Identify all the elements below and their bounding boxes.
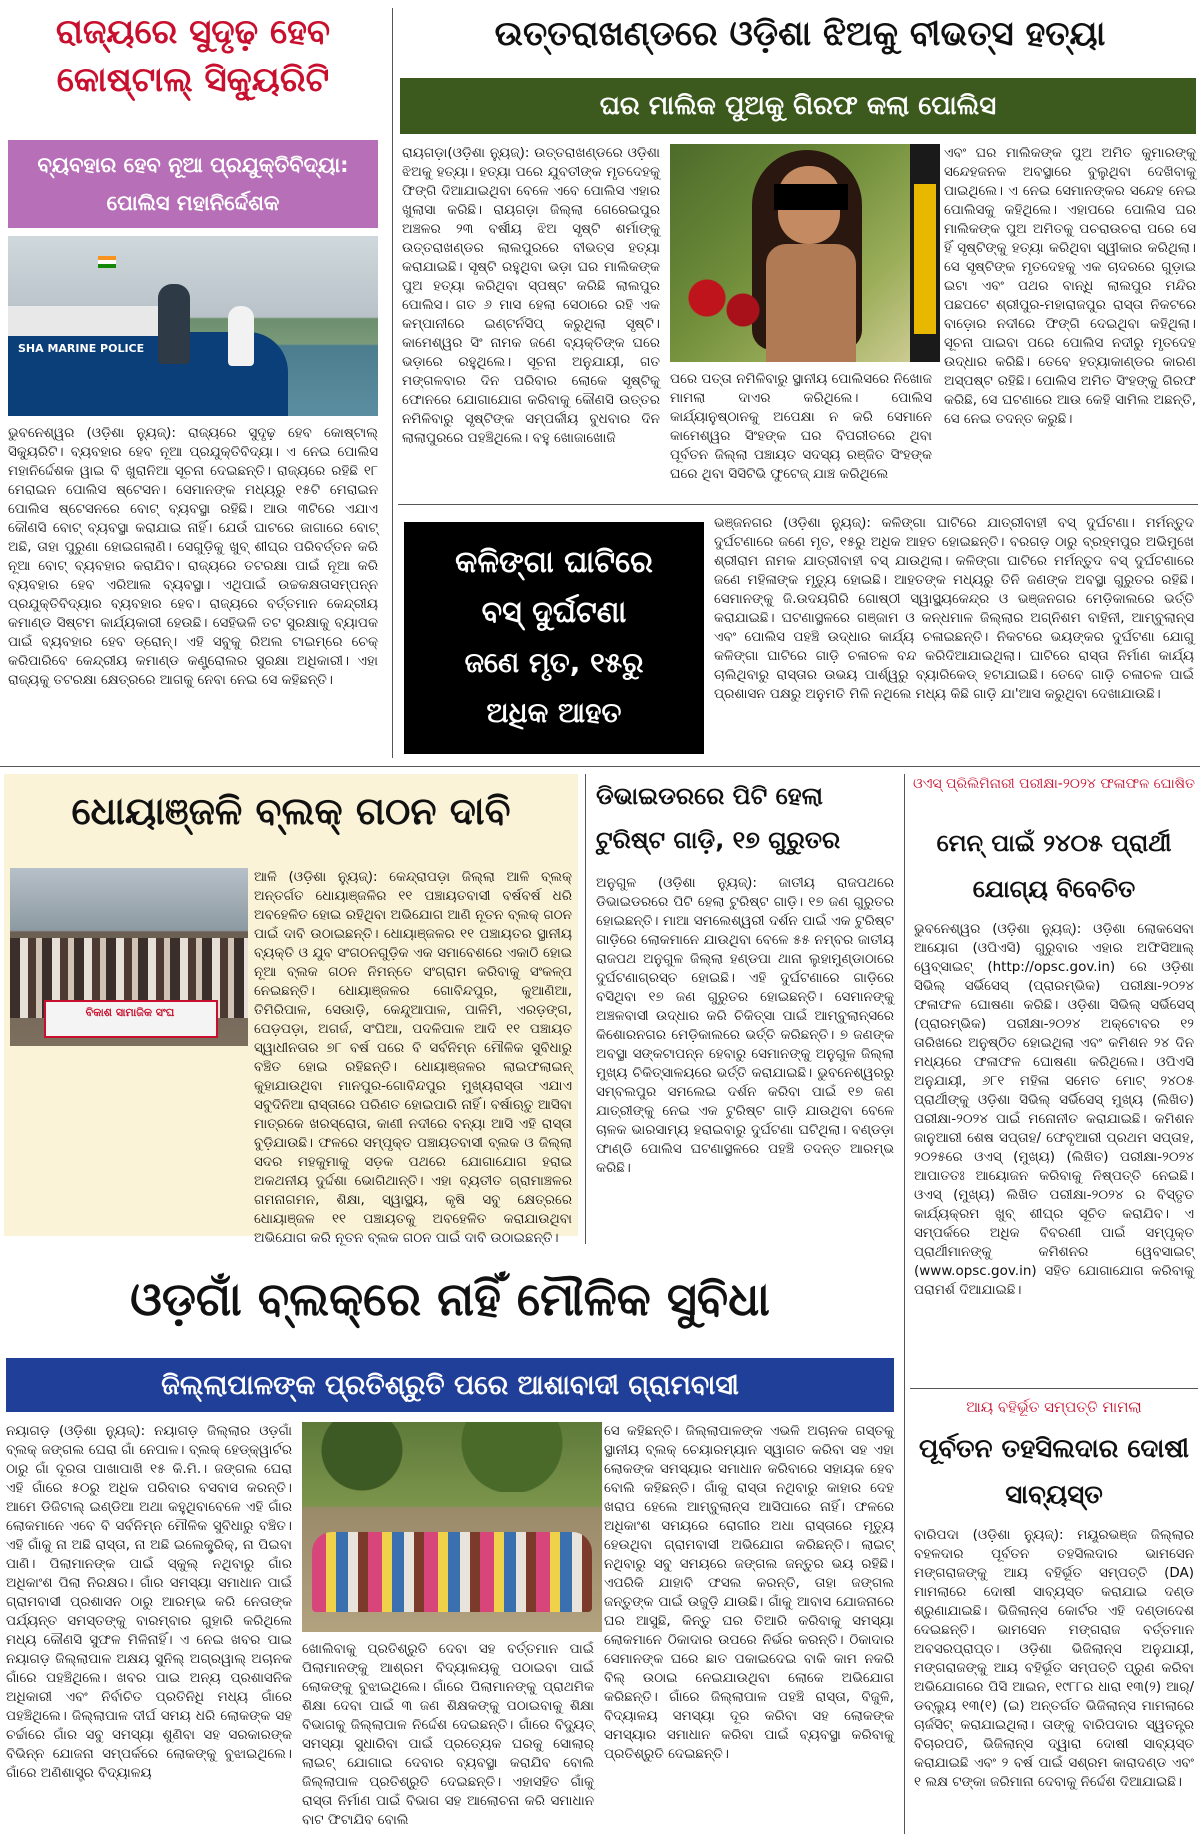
coastal-body: ଭୁବନେଶ୍ୱର (ଓଡ଼ିଶା ନ୍ୟୁଜ୍): ରାଜ୍ୟରେ ସୁଦୃଢ଼ ହେବ କୋଷ୍ଟାଲ୍ ସିକ୍ୟୁରିଟି। ବ୍ୟବହାର ହେବ ନୂଆ ପ୍ରଯୁକ୍ତିବିଦ୍ୟା। ଏ ନେଇ ପୋଲିସ ମହାନିର୍ଦ୍ଦେଶକ ୱାଇ ବି ଖୁରାନିଆ ସୂଚନା ଦେଇଛନ୍ତି। ରାଜ୍ୟରେ ରହିଛି ୧୮ ମେରାଇନ ପୋଲିସ ଷ୍ଟେସନ। ସେମାନଙ୍କ ମଧ୍ୟରୁ ୧୫ଟି ମେରାଇନ ପୋଲିସ ଷ୍ଟେସନରେ ବୋଟ୍ ବ୍ୟବସ୍ଥା ରହିଛି। ଆଉ ୩ଟିରେ ଏଯାଏ କୌଣସି ବୋଟ୍ ବ୍ୟବସ୍ଥା କରାଯାଇ ନାହିଁ। ଯେଉଁ ଘାଟରେ ଜାଗାରେ ବୋଟ୍ ଅଛି, ତାହା ପୁରୁଣା ହୋଇଗଲାଣି। ସେଗୁଡ଼ିକୁ ଖୁବ୍ ଶୀଘ୍ର ପରିବର୍ତ୍ତନ କରି ନୂଆ ବୋଟ୍ ବ୍ୟବହାର କରାଯିବ। ରାଜ୍ୟରେ ତଟରକ୍ଷା ପାଇଁ ନୂଆ କରି ବ୍ୟବହାର ହେବ ଏରିଆଲ ବ୍ୟବସ୍ଥା। ଏଥିପାଇଁ ଉଚ୍ଚକକ୍ଷତାସମ୍ପନ୍ନ ପ୍ରଯୁକ୍ତିବିଦ୍ୟାର ବ୍ୟବହାର ହେବ। ରାଜ୍ୟରେ ବର୍ତ୍ତମାନ କେନ୍ଦ୍ରୀୟ କମାଣ୍ଡ ସିଷ୍ଟମ କାର୍ଯ୍ୟକାରୀ ହେଉଛି। ସେହିଭଳି ତଟ ସୁରକ୍ଷାକୁ ବ୍ୟାପକ ପାଇଁ ବ୍ୟବହାର ହେବ ଡ୍ରୋନ୍। ଏହି ସବୁକୁ ରିଅଲ ଟାଇମ୍‌ରେ ଚେକ୍ କରିପାରିବେ କେନ୍ଦ୍ରୀୟ କମାଣ୍ଡ କଣ୍ଟ୍ରୋଲର ସୁରକ୍ଷା ଅଧିକାରୀ। ଏହା ରାଜ୍ୟକୁ ତଟରକ୍ଷା କ୍ଷେତ୍ରରେ ଆଗକୁ ନେବା ନେଇ ସେ କହିଛନ୍ତି। [8, 425, 378, 688]
shoulder [766, 244, 856, 362]
opsc-kicker: ଓଏସ୍ ପ୍ରିଲିମିନାରୀ ପରୀକ୍ଷା-୨୦୨୪ ଫଳାଫଳ ଘୋଷିତ [912, 776, 1196, 792]
tahasildar-headline: ପୂର୍ବତନ ତହସିଲଦାର ଦୋଷୀ ସାବ୍ୟସ୍ତ [918, 1434, 1190, 1510]
divider-body: ଅନୁଗୁଳ (ଓଡ଼ିଶା ନ୍ୟୁଜ୍): ଜାତୀୟ ରାଜପଥରେ ଡିଭାଇଡରରେ ପିଟି ହେଲା ଟୁରିଷ୍ଟ ଗାଡ଼ି। ୧୭ ଜଣ ଗୁରୁତର ହୋଇଛନ୍ତି। ମାଆ ସମଲେଶ୍ୱରୀ ଦର୍ଶନ ପାଇଁ ଏକ ଟୁରିଷ୍ଟ ଗାଡ଼ିରେ ଲୋକମାନେ ଯାଉଥିବା ବେଳେ ୫୫ ନମ୍ବର ଜାତୀୟ ରାଜପଥ ଅନୁଗୁଳ ଜିଲ୍ଲା ହଣ୍ଡପା ଥାନା ଲୁହାମୁଣ୍ଡାଠାରେ ଦୁର୍ଘଟଣାଗ୍ରସ୍ତ ହୋଇଛି। ଏହି ଦୁର୍ଘଟଣାରେ ଗାଡ଼ିରେ ବସିଥିବା ୧୭ ଜଣ ଗୁରୁତର ହୋଇଛନ୍ତି। ସେମାନଙ୍କୁ ଅଞ୍ଚଳବାସୀ ଉଦ୍ଧାର କରି ଚିକିତ୍ସା ପାଇଁ ଆମ୍ବୁଲାନ୍ସରେ କିଶୋରନଗର ମେଡ଼ିକାଲରେ ଭର୍ତ୍ତି କରିଛନ୍ତି। ୭ ଜଣଙ୍କ ଅବସ୍ଥା ସଙ୍କଟାପନ୍ନ ହେବାରୁ ସେମାନଙ୍କୁ ଅନୁଗୁଳ ଜିଲ୍ଲା ମୁଖ୍ୟ ଚିକିତ୍ସାଳୟରେ ଭର୍ତ୍ତି କରାଯାଇଛି। ଭୁବନେଶ୍ୱରରୁ ସମ୍ବଲପୁର ସମଲେଇ ଦର୍ଶନ କରିବା ପାଇଁ ୧୭ ଜଣ ଯାତ୍ରୀଙ୍କୁ ନେଇ ଏକ ଟୁରିଷ୍ଟ ଗାଡ଼ି ଯାଉଥିବା ବେଳେ ଚାଳକ ଭାରସାମ୍ୟ ହରାଇବାରୁ ଦୁର୍ଘଟଣା ଘଟିଥିଲା। ବଣ୍ଡଡ଼ା ଫାଣ୍ଡି ପୋଲିସ ଘଟଣାସ୍ଥଳରେ ପହଞ୍ଚି ତଦନ୍ତ ଆରମ୍ଭ କରିଛି। [596, 875, 894, 1176]
villagers-group [312, 1532, 592, 1612]
crew-figure [228, 306, 254, 366]
kalinga-story [398, 508, 1198, 762]
column-rule [392, 8, 393, 758]
kalinga-headline-4: ଅଧିକ ଆହତ [486, 696, 622, 729]
banner-text: ବିକାଶ ସାମାଜିକ ସଂଘ [85, 1006, 175, 1019]
odagaon-photo [302, 1422, 602, 1632]
coastal-photo [8, 236, 378, 416]
roses [680, 274, 770, 334]
kalinga-body: ଭଞ୍ଜନଗର (ଓଡ଼ିଶା ନ୍ୟୁଜ୍): କଳିଙ୍ଗା ଘାଟିରେ ଯାତ୍ରୀବାହୀ ବସ୍ ଦୁର୍ଘଟଣା। ମର୍ମନ୍ତୁଦ ଦୁର୍ଘଟଣାରେ ଜଣେ ମୃତ, ୧୫ରୁ ଅଧିକ ଆହତ ହୋଇଛନ୍ତି। ବରଗଡ଼ ଠାରୁ ବ୍ରହ୍ମପୁର ଅଭିମୁଖେ ଶ୍ରୀରାମ ନାମକ ଯାତ୍ରୀବାହୀ ବସ୍ ଯାଉଥିଲା। କଳିଙ୍ଗା ଘାଟିରେ ମର୍ମନ୍ତୁଦ ବସ୍ ଦୁର୍ଘଟଣାରେ ଜଣେ ମହିଳାଙ୍କ ମୃତ୍ୟୁ ହୋଇଛି। ଆହତଙ୍କ ମଧ୍ୟରୁ ତିନି ଜଣଙ୍କ ଅବସ୍ଥା ଗୁରୁତର ରହିଛି। ସେମାନଙ୍କୁ ଜି.ଉଦୟଗିରି ଗୋଷ୍ଠୀ ସ୍ୱାସ୍ଥ୍ୟକେନ୍ଦ୍ର ଓ ଭଞ୍ଜନଗର ମେଡ଼ିକାଲରେ ଭର୍ତ୍ତି କରାଯାଇଛି। ଘଟଣାସ୍ଥଳରେ ଗଞ୍ଜାମ ଓ କନ୍ଧମାଳ ଜିଲ୍ଲାର ଅଗ୍ନିଶମ ବାହିନୀ, ଆମ୍ବୁଲାନ୍ସ ଏବଂ ପୋଲିସ ପହଞ୍ଚି ଉଦ୍ଧାର କାର୍ଯ୍ୟ ଚଳାଇଛନ୍ତି। ନିକଟରେ ଭୟଙ୍କର ଦୁର୍ଘଟଣା ଯୋଗୁ କଳିଙ୍ଗା ଘାଟିରେ ଗାଡ଼ି ଚଳାଚଳ ବନ୍ଦ କରିଦିଆଯାଇଥିଲା। ଘାଟିରେ ରାସ୍ତା ନିର୍ମାଣ କାର୍ଯ୍ୟ ଚାଲିଥିବାରୁ ରାସ୍ତାର ଉଭୟ ପାର୍ଶ୍ୱରୁ ବ୍ୟାରିକେଡ୍ ହଟାଯାଇଛି। ତେବେ ଗାଡ଼ି ଚଳାଚଳ ପାଇଁ ପ୍ରଶାସନ ପକ୍ଷରୁ ଅନୁମତି ମିଳି ନଥିଲେ ମଧ୍ୟ କିଛି ଗାଡ଼ି ଯା'ଆସ କରୁଥିବା ଦେଖାଯାଉଛି। [714, 515, 1194, 702]
boat-cabin [8, 306, 158, 336]
dhoyanjali-story [4, 774, 578, 1246]
dhoyanjali-photo [10, 868, 248, 1046]
odagaon-story [0, 1250, 900, 1847]
odagaon-col3: ସେ କହିଛନ୍ତି। ଜିଲ୍ଲାପାଳଙ୍କ ଏଭଳି ଅଚାନକ ଗସ୍ତକୁ ସ୍ଥାନୀୟ ବ୍ଲକ୍ ଚେୟାରମ୍ୟାନ ସ୍ୱାଗତ କରିବା ସହ ଏହା ଲୋକଙ୍କ ସମସ୍ୟାର ସମାଧାନ କରିବାରେ ସହାୟକ ହେବ ବୋଲି କହିଛନ୍ତି। ଗାଁକୁ ରାସ୍ତା ନଥିବାରୁ କାହାର ଦେହ ଖରାପ ହେଲେ ଆମ୍ବୁଲାନ୍ସ ଆସିପାରେ ନାହିଁ। ଫଳରେ ଅଧିକାଂଶ ସମୟରେ ରୋଗୀର ଅଧା ରାସ୍ତାରେ ମୃତ୍ୟୁ ହେଉଥିବା ଗ୍ରାମବାସୀ ଅଭିଯୋଗ କରିଛନ୍ତି। ଲାଇଟ୍ ନଥିବାରୁ ସବୁ ସମୟରେ ଜଙ୍ଗଲ ଜନ୍ତୁର ଭୟ ରହିଛି। ଏପରିକି ଯାହାବି ଫସଲ କରନ୍ତି, ତାହା ଜଙ୍ଗଲ ଜନ୍ତୁଙ୍କ ପାଇଁ ଉଜୁଡ଼ି ଯାଉଛି। ଗାଁକୁ ଆବାସ ଯୋଜନାରେ ଘର ଆସୁଛି, କିନ୍ତୁ ଘର ତିଆରି କରିବାକୁ ସମସ୍ୟା ଲୋକମାନେ ଠିକାଦାର ଉପରେ ନିର୍ଭର କରନ୍ତି। ଠିକାଦାର ସେମାନଙ୍କ ଘରେ ଛାତ ପକାଇଦେଇ ବାକି କାମ ନକରି ବିଲ୍ ଉଠାଇ ନେଇଯାଉଥିବା ଲୋକେ ଅଭିଯୋଗ କରିଛନ୍ତି। ଗାଁରେ ଜିଲ୍ଲାପାଳ ପହଞ୍ଚି ରାସ୍ତା, ବିଜୁଳି, ବିଦ୍ୟାଳୟ ସମସ୍ୟା ଦୂର କରିବା ସହ ଲୋକଙ୍କ ସମସ୍ୟାର ସମାଧାନ କରିବା ପାଇଁ ବ୍ୟବସ୍ଥା କରିବାକୁ ପ୍ରତିଶ୍ରୁତି ଦେଇଛନ୍ତି। [604, 1423, 894, 1762]
section-rule [0, 766, 1200, 767]
kalinga-headline-1: କଳିଙ୍ଗା ଘାଟିରେ [455, 545, 653, 580]
coastal-story [0, 0, 385, 760]
divider-story [592, 774, 898, 1244]
tahasildar-story [910, 1396, 1198, 1842]
tahasildar-body: ବାରିପଦା (ଓଡ଼ିଶା ନ୍ୟୁଜ୍): ମୟୂରଭଞ୍ଜ ଜିଲ୍ଲାର ବହଳଦାର ପୂର୍ବତନ ତହସିଲଦାର ଭାମସେନ ମଙ୍ଗରାଜଙ୍କୁ ଆୟ ବହିର୍ଭୂତ ସମ୍ପତ୍ତି (DA) ମାମଲାରେ ଦୋଷୀ ସାବ୍ୟସ୍ତ କରାଯାଇ ଦଣ୍ଡ ଶ୍ରୁଣାଯାଇଛି। ଭିଜିଲାନ୍ସ କୋର୍ଟର ଏହି ଦଣ୍ଡାଦେଶ ଦେଇଛନ୍ତି। ଭାମସେନ ମଙ୍ଗରାଜ ବର୍ତ୍ତମାନ ଅବସରପ୍ରାପ୍ତ। ଓଡ଼ିଶା ଭିଜିଲାନ୍ସ ଅନୁଯାୟୀ, ମଙ୍ଗରାଜଙ୍କୁ ଆୟ ବହିର୍ଭୂତ ସମ୍ପତ୍ତି ପ୍ରୁଣ କରିବା ଅଭିଯୋଗରେ ପିସି ଆଇନ, ୧୯୮୮ର ଧାରା ୧୩(୨) ଆର୍/ଡବ୍ଲ୍ୟୁ ୧୩(୧) (ଇ) ଅନ୍ତର୍ଗତ ଭିଜିଲାନ୍ସ ମାମଲାରେ ଚାର୍ଜସିଟ୍ କରାଯାଇଥିଲା। ତାଙ୍କୁ ବାରିପଦାର ସ୍ୱତନ୍ତ୍ର ବିଚାରପତି, ଭିଜିଲାନ୍ସ ଦ୍ୱାରା ଦୋଷୀ ସାବ୍ୟସ୍ତ କରାଯାଇଛି ଏବଂ ୨ ବର୍ଷ ପାଇଁ ସଶ୍ରମ କାରାଦଣ୍ଡ ଏବଂ ୧ ଲକ୍ଷ ଟଙ୍କା ଜରିମାନା ଦେବାକୁ ନିର୍ଦ୍ଦେଶ ଦିଆଯାଇଛି। [914, 1527, 1194, 1790]
odagaon-subhead: ଜିଲ୍ଲାପାଳଙ୍କ ପ୍ରତିଶ୍ରୁତି ପରେ ଆଶାବାଦୀ ଗ୍ରାମବାସୀ [161, 1370, 739, 1401]
column-rule [585, 774, 586, 1244]
uttarakhand-headline: ଉତ୍ତରାଖଣ୍ଡରେ ଓଡ଼ିଶା ଝିଅକୁ ବୀଭତ୍ସ ହତ୍ୟା [494, 14, 1106, 54]
odagaon-headline: ଓଡ଼ଗାଁ ବ୍ଲକ୍‌ରେ ନାହିଁ ମୌଳିକ ସୁବିଧା [130, 1272, 770, 1326]
uttarakhand-subhead: ଘର ମାଲିକ ପୁଅକୁ ଗିରଫ କଲା ପୋଲିସ [599, 91, 997, 121]
uttarakhand-col1: ରାୟଗଡ଼ା(ଓଡ଼ିଶା ନ୍ୟୁଜ୍): ଉତ୍ତରାଖଣ୍ଡରେ ଓଡ଼ିଶା ଝିଅକୁ ହତ୍ୟା। ହତ୍ୟା ପରେ ଯୁବତୀଙ୍କ ମୃତଦେହକୁ ଫିଙ୍ଗି ଦିଆଯାଇଥିବା ବେଳେ ଏବେ ପୋଲିସ ଏହାର ଖୁଲାସା କରିଛି। ରାୟଗଡ଼ା ଜିଲ୍ଲା ଗେରେଇପୁର ଅଞ୍ଚଳର ୨୩ ବର୍ଷୀୟ ଝିଅ ସୃଷ୍ଟି ଶର୍ମାଙ୍କୁ ଉତ୍ତରାଖଣ୍ଡର ଲାଲପୁରରେ ବୀଭତ୍ସ ହତ୍ୟା କରାଯାଇଛି। ସୃଷ୍ଟି ରହୁଥିବା ଭଡ଼ା ଘର ମାଲିକଙ୍କ ପୁଅ ହତ୍ୟା କରିଥିବା ସ୍ପଷ୍ଟ କରିଛି ଲାଲପୁର ପୋଲିସ। ଗତ ୬ ମାସ ହେଲା ସେଠାରେ ରହି ଏକ କମ୍ପାନୀରେ ଇଣ୍ଟର୍ନସିପ୍ କରୁଥିଲା ସୃଷ୍ଟି। କାମେଶ୍ୱର ସିଂ ନାମକ ଜଣେ ବ୍ୟକ୍ତିଙ୍କ ଘରେ ଭଡ଼ାରେ ରହୁଥିଲେ। ସୂଚନା ଅନୁଯାୟୀ, ଗତ ମଙ୍ଗଳବାର ଦିନ ପରିବାର ଲୋକେ ସୃଷ୍ଟିକୁ ଫୋନରେ ଯୋଗାଯୋଗ କରିବାକୁ କୌଣସି ଉତ୍ତର ନମିଳିବାରୁ ସୃଷ୍ଟିଙ୍କ ସମ୍ପର୍କୀୟ ବୁଧବାର ଦିନ ଲାଲାପୁରରେ ପହଞ୍ଚିଥିଲେ। ବହୁ ଖୋଜାଖୋଜି [402, 145, 660, 446]
section-rule [910, 1388, 1198, 1389]
photo-strip-accent [914, 184, 936, 334]
marine-police-text: SHA MARINE POLICE [18, 342, 145, 355]
opsc-story [910, 774, 1198, 1384]
coastal-subhead: ବ୍ୟବହାର ହେବ ନୂଆ ପ୍ରଯୁକ୍ତିବିଦ୍ୟା: ପୋଲିସ ମହାନିର୍ଦ୍ଦେଶକ [37, 153, 349, 215]
opsc-body: ଭୁବନେଶ୍ୱର (ଓଡ଼ିଶା ନ୍ୟୁଜ୍): ଓଡ଼ିଶା ଲୋକସେବା ଆୟୋଗ (ଓପିଏସି) ଗୁରୁବାର ଏହାର ଅଫିସିଆଲ୍ ୱେବ୍‌ସାଇଟ୍ (http://opsc.gov.in) ରେ ଓଡ଼ିଶା ସିଭିଲ୍ ସର୍ଭିସେସ୍ (ପ୍ରାରମ୍ଭିକ) ପରୀକ୍ଷା-୨୦୨୪ ଫଳାଫଳ ଘୋଷଣା କରିଛି। ଓଡ଼ିଶା ସିଭିଲ୍ ସର୍ଭିସେସ୍ (ପ୍ରାରମ୍ଭିକ) ପରୀକ୍ଷା-୨୦୨୪ ଅକ୍ଟୋବର ୧୨ ତାରିଖରେ ଅନୁଷ୍ଠିତ ହୋଇଥିଲା ଏବଂ କମିଶନ ୨୪ ଦିନ ମଧ୍ୟରେ ଫଳାଫଳ ଘୋଷଣା କରିଥିଲେ। ଓପିଏସି ଅନୁଯାୟୀ, ୬୮୧ ମହିଳା ସମେତ ମୋଟ୍ ୨୪୦୫ ପ୍ରାର୍ଥୀଙ୍କୁ ଓଡ଼ିଶା ସିଭିଲ୍ ସର୍ଭିସେସ୍ ମୁଖ୍ୟ (ଲିଖିତ) ପରୀକ୍ଷା-୨୦୨୪ ପାଇଁ ମନୋନୀତ କରାଯାଇଛି। କମିଶନ ଜାନୁଆରୀ ଶେଷ ସପ୍ତାହ/ ଫେବୃଆରୀ ପ୍ରଥମ ସପ୍ତାହ, ୨୦୨୫ରେ ଓଏସ୍ (ମୁଖ୍ୟ) (ଲିଖିତ) ପରୀକ୍ଷା-୨୦୨୪ ଆପାତତଃ ଆୟୋଜନ କରିବାକୁ ନିଷ୍ପତ୍ତି ନେଇଛି। ଓଏସ୍ (ମୁଖ୍ୟ) ଲିଖିତ ପରୀକ୍ଷା-୨୦୨୪ ର ବିସ୍ତୃତ କାର୍ଯ୍ୟକ୍ରମ ଖୁବ୍ ଶୀଘ୍ର ସୂଚିତ କରାଯିବ। ଏ ସମ୍ପର୍କରେ ଅଧିକ ବିବରଣୀ ପାଇଁ ସମ୍ପୃକ୍ତ ପ୍ରାର୍ଥୀମାନଙ୍କୁ କମିଶନର ୱେବସାଇଟ୍ (www.opsc.gov.in) ସହିତ ଯୋଗାଯୋଗ କରିବାକୁ ପରାମର୍ଶ ଦିଆଯାଇଛି। [914, 921, 1194, 1298]
section-rule [398, 504, 1198, 505]
kalinga-headline-3: ଜଣେ ମୃତ, ୧୫ରୁ [464, 646, 644, 679]
kalinga-headline-2: ବସ୍ ଦୁର୍ଘଟଣା [481, 595, 627, 630]
censor-bar [774, 184, 848, 210]
uttarakhand-col2: ପରେ ପତ୍ତା ନମିଳିବାରୁ ସ୍ଥାନୀୟ ପୋଲିସରେ ନିଖୋଜ ମାମଲା ଦାଏର କରିଥିଲେ। ପୋଲିସ କାର୍ଯ୍ୟାନୁଷ୍ଠାନକୁ ଅପେକ୍ଷା ନ କରି ସେମାନେ କାମେଶ୍ୱର ସିଂହଙ୍କ ଘର ବିପରୀତରେ ଥିବା ପୂର୍ବତନ ଜିଲ୍ଲା ପଞ୍ଚାୟତ ସଦସ୍ୟ ରଞ୍ଜିତ ସିଂହଙ୍କ ଘରେ ଥିବା ସିସିଟିଭି ଫୁଟେଜ୍ ଯାଞ୍ଚ କରିଥିଲେ [670, 371, 932, 482]
coastal-headline: ରାଜ୍ୟରେ ସୁଦୃଢ଼ ହେବ କୋଷ୍ଟାଲ୍ ସିକ୍ୟୁରିଟି [55, 12, 331, 100]
odagaon-col2: ଖୋଲିବାକୁ ପ୍ରତିଶ୍ରୁତି ଦେବା ସହ ବର୍ତ୍ତମାନ ପାଇଁ ପିଲାମାନଙ୍କୁ ଆଶ୍ରମ ବିଦ୍ୟାଳୟକୁ ପଠାଇବା ପାଇଁ ଲୋକଙ୍କୁ ବୁଝାଇଥିଲେ। ଗାଁରେ ପିଲାମାନଙ୍କୁ ପ୍ରାଥମିକ ଶିକ୍ଷା ଦେବା ପାଇଁ ୩ ଜଣ ଶିକ୍ଷକଙ୍କୁ ପଠାଇବାକୁ ଶିକ୍ଷା ବିଭାଗକୁ ଜିଲ୍ଲାପାଳ ନିର୍ଦ୍ଦେଶ ଦେଇଛନ୍ତି। ଗାଁରେ ବିଦ୍ୟୁତ୍ ସମସ୍ୟା ସୁଧାରିବା ପାଇଁ ପ୍ରତ୍ୟେକ ଘରକୁ ସୋଲାର୍ ଲାଇଟ୍ ଯୋଗାଇ ଦେବାର ବ୍ୟବସ୍ଥା କରାଯିବ ବୋଲି ଜିଲ୍ଲାପାଳ ପ୍ରତିଶ୍ରୁତି ଦେଇଛନ୍ତି। ଏହାସହିତ ଗାଁକୁ ରାସ୍ତା ନିର୍ମାଣ ପାଇଁ ବିଭାଗ ସହ ଆଲୋଚନା କରି ସମାଧାନ ବାଟ ଫିଟାଯିବ ବୋଲି [302, 1641, 594, 1828]
uttarakhand-col3: ଏବଂ ଘର ମାଲିକଙ୍କ ପୁଅ ଅମିତ କୁମାରଙ୍କୁ ସନ୍ଦେହଜନକ ଅବସ୍ଥାରେ ବୁଲୁଥିବା ଦେଖିବାକୁ ପାଇଥିଲେ। ଏ ନେଇ ସେମାନଙ୍କର ସନ୍ଦେହ ନେଇ ପୋଲିସକୁ କହିଥିଲେ। ଏହାପରେ ପୋଲିସ ଘର ମାଲିକଙ୍କ ପୁଅ ଅମିତକୁ ପଚରାଉଚରା ପରେ ସେ ହିଁ ସୃଷ୍ଟିଙ୍କୁ ହତ୍ୟା କରିଥିବା ସ୍ୱୀକାର କରିଥିଲା। ସେ ସୃଷ୍ଟିଙ୍କ ମୃତଦେହକୁ ଏକ ଚାଦରରେ ଗୁଡ଼ାଇ ଇଟା ଏବଂ ପଥର ବାନ୍ଧି ଲାଲପୁର ମନ୍ଦିର ପଛପଟେ ଶ୍ରୀପୁର-ମହାରାଜପୁର ରାସ୍ତା ନିକଟରେ ବାଡ଼ୋର ନଦୀରେ ଫିଙ୍ଗି ଦେଇଥିବା କହିଥିଲା। ସୂଚନା ପାଇବା ପରେ ପୋଲିସ ନଦୀରୁ ମୃତଦେହ ଉଦ୍ଧାର କରିଛି। ତେବେ ହତ୍ୟାକାଣ୍ଡର କାରଣ ଅସ୍ପଷ୍ଟ ରହିଛି। ପୋଲିସ ଅମିତ ସିଂହଙ୍କୁ ଗିରଫ କରିଛି, ସେ ଘଟଣାରେ ଆଉ କେହି ସାମିଲ ଅଛନ୍ତି, ସେ ନେଇ ତଦନ୍ତ କରୁଛି। [944, 145, 1196, 427]
victim-photo [670, 144, 940, 362]
opsc-headline: ମେନ୍ ପାଇଁ ୨୪୦୫ ପ୍ରାର୍ଥୀ ଯୋଗ୍ୟ ବିବେଚିତ [936, 829, 1172, 903]
odagaon-col1: ନୟାଗଡ଼ (ଓଡ଼ିଶା ନ୍ୟୁଜ୍): ନୟାଗଡ଼ ଜିଲ୍ଲାର ଓଡ଼ଗାଁ ବ୍ଲକ୍ ଜଙ୍ଗଲ ଘେରା ଗାଁ ନେପାଳ। ବ୍ଲକ୍ ହେଡ୍‌କ୍ୱାର୍ଟର ଠାରୁ ଗାଁ ଦୂରତା ପାଖାପାଖି ୧୫ କି.ମି.। ଜଙ୍ଗଲ ଘେରା ଏହି ଗାଁରେ ୫୦ରୁ ଅଧିକ ପରିବାର ବସବାସ କରନ୍ତି। ଆମେ ଡିଜିଟାଲ୍ ଇଣ୍ଡିଆ ଅଥା କହୁଥିବାବେଳେ ଏହି ଗାଁର ଲୋକମାନେ ଏବେ ବି ସର୍ବନିମ୍ନ ମୌଳିକ ସୁବିଧାରୁ ବଞ୍ଚିତ। ଏହି ଗାଁକୁ ନା ଅଛି ରାସ୍ତା, ନା ଅଛି ଇଲେକ୍ଟ୍ରିକ୍, ନା ପିଇବା ପାଣି। ପିଲାମାନଙ୍କ ପାଇଁ ସ୍କୁଲ୍ ନଥିବାରୁ ଗାଁର ଅଧିକାଂଶ ପିଲା ନିରକ୍ଷର। ଗାଁର ସମସ୍ୟା ସମାଧାନ ପାଇଁ ଗ୍ରାମବାସୀ ପ୍ରଶାସନ ଠାରୁ ଆରମ୍ଭ କରି ନେତାଙ୍କ ପର୍ଯ୍ୟନ୍ତ ସମସ୍ତଙ୍କୁ ବାରମ୍ବାର ଗୁହାରି କରିଥିଲେ ମଧ୍ୟ କୌଣସି ସୁଫଳ ମିଳିନାହିଁ। ଏ ନେଇ ଖବର ପାଇ ନୟାଗଡ଼ ଜିଲ୍ଲାପାଳ ଅକ୍ଷୟ ସୁନିଲ୍ ଅଗ୍ରୱାଲ୍ ଅଚାନକ ଗାଁରେ ପହଞ୍ଚିଥିଲେ। ଖବର ପାଇ ଅନ୍ୟ ପ୍ରଶାସନିକ ଅଧିକାରୀ ଏବଂ ନିର୍ବାଚିତ ପ୍ରତିନିଧି ମଧ୍ୟ ଗାଁରେ ପହଞ୍ଚିଥିଲେ। ଜିଲ୍ଲାପାଳ ଦୀର୍ଘ ସମୟ ଧରି ଲୋକଙ୍କ ସହ ଚର୍ଚ୍ଚାରେ ଗାଁର ସବୁ ସମସ୍ୟା ଶୁଣିବା ସହ ସରକାରଙ୍କ ବିଭିନ୍ନ ଯୋଜନା ସମ୍ପର୍କରେ ଲୋକଙ୍କୁ ବୁଝାଇଥିଲେ। ଗାଁରେ ଅଣିଶାସ୍ତ୍ର ବିଦ୍ୟାଳୟ [6, 1423, 292, 1781]
column-rule [904, 774, 905, 1834]
divider-headline: ଡିଭାଇଡରରେ ପିଟି ହେଲା ଟୁରିଷ୍ଟ ଗାଡ଼ି, ୧୭ ଗୁରୁତର [596, 782, 841, 854]
dhoyanjali-body: ଆଳି (ଓଡ଼ିଶା ନ୍ୟୁଜ୍): କେନ୍ଦ୍ରାପଡ଼ା ଜିଲ୍ଲା ଆଳି ବ୍ଲକ୍ ଅନ୍ତର୍ଗତ ଧୋୟାଞ୍ଜଳିର ୧୧ ପଞ୍ଚାୟତବାସୀ ବର୍ଷବର୍ଷ ଧରି ଅବହେଳିତ ହୋଇ ରହିଥିବା ଅଭିଯୋଗ ଆଣି ନୂତନ ବ୍ଲକ୍ ଗଠନ ପାଇଁ ଦାବି ଉଠାଇଛନ୍ତି। ଧୋୟାଞ୍ଜଳର ୧୧ ପଞ୍ଚାୟତର ସ୍ଥାନୀୟ ବ୍ୟକ୍ତି ଓ ଯୁବ ସଂଗଠନଗୁଡ଼ିକ ଏକ ସମାବେଶରେ ଏକାଠି ହୋଇ ନୂଆ ବ୍ଲକ ଗଠନ ନିମନ୍ତେ ସଂଗ୍ରାମ କରିବାକୁ ସଂକଳ୍ପ ନେଇଛନ୍ତି। ଧୋୟାଞ୍ଜଳର ଗୋବିନ୍ଦପୁର, କୁଆଣିଆ, ତିମିରିପାଳ, ସେଉାଡ଼ି, କେନ୍ଦୁଆପାଳ, ପାଳିମି, ଏରଡ଼ଙ୍ଗ, ପେଡ଼ପଡ଼ା, ଅଗର୍ଜ, ସଂଘିଆ, ପଦଳିପାଳ ଆଦି ୧୧ ପଞ୍ଚାୟତ ସ୍ୱାଧୀନତାର ୭୮ ବର୍ଷ ପରେ ବି ସର୍ବନିମ୍ନ ମୌଳିକ ସୁବିଧାରୁ ବଞ୍ଚିତ ହୋଇ ରହିଛନ୍ତି। ଧୋୟାଞ୍ଜଳର ଲାଇଫଲାଇନ୍ କୁହାଯାଉଥିବା ମାନପୁର-ଗୋବିନ୍ଦପୁର ମୁଖ୍ୟରାସ୍ତା ଏଯାଏ ସବୁଦିନିଆ ରାସ୍ତାରେ ପରିଣତ ହୋଇପାରି ନାହିଁ। ବର୍ଷାଋତୁ ଆସିବା ମାତ୍ରକେ ଖରସ୍ରୋତା, କାଣୀ ନଦୀରେ ବନ୍ୟା ଆସି ଏହି ରାସ୍ତା ବୁଡ଼ିଯାଉଛି। ଫଳରେ ସମ୍ପୃକ୍ତ ପଞ୍ଚାୟତବାସୀ ବ୍ଲକ ଓ ଜିଲ୍ଲା ସଦର ମହକୁମାକୁ ସଡ଼କ ପଥରେ ଯୋଗାଯୋଗ ହରାଇ ଅକଥନୀୟ ଦୁର୍ଦ୍ଦଶା ଭୋଗିଥାନ୍ତି। ଏହା ବ୍ୟତୀତ ଗ୍ରାମାଞ୍ଚଳର ଗମନାଗମନ, ଶିକ୍ଷା, ସ୍ୱାସ୍ଥ୍ୟ, କୃଷି ସବୁ କ୍ଷେତ୍ରରେ ଧୋୟାଞ୍ଜଳ ୧୧ ପଞ୍ଚାୟତକୁ ଅବହେଳିତ କରାଯାଉଥିବା ଅଭିଯୋଗ କରି ନୂତନ ବ୍ଲକ ଗଠନ ପାଇଁ ଦାବି ଉଠାଇଛନ୍ତି। [254, 869, 572, 1246]
tahasildar-kicker: ଆୟ ବହିର୍ଭୂତ ସମ୍ପତ୍ତି ମାମଲା [966, 1398, 1142, 1416]
dhoyanjali-headline: ଧୋୟାଞ୍ଜଳି ବ୍ଲକ୍ ଗଠନ ଦାବି [71, 789, 511, 833]
flag [98, 256, 116, 268]
tree-canopy [302, 1422, 602, 1492]
officer-figure [158, 284, 190, 364]
uttarakhand-story [398, 0, 1198, 500]
